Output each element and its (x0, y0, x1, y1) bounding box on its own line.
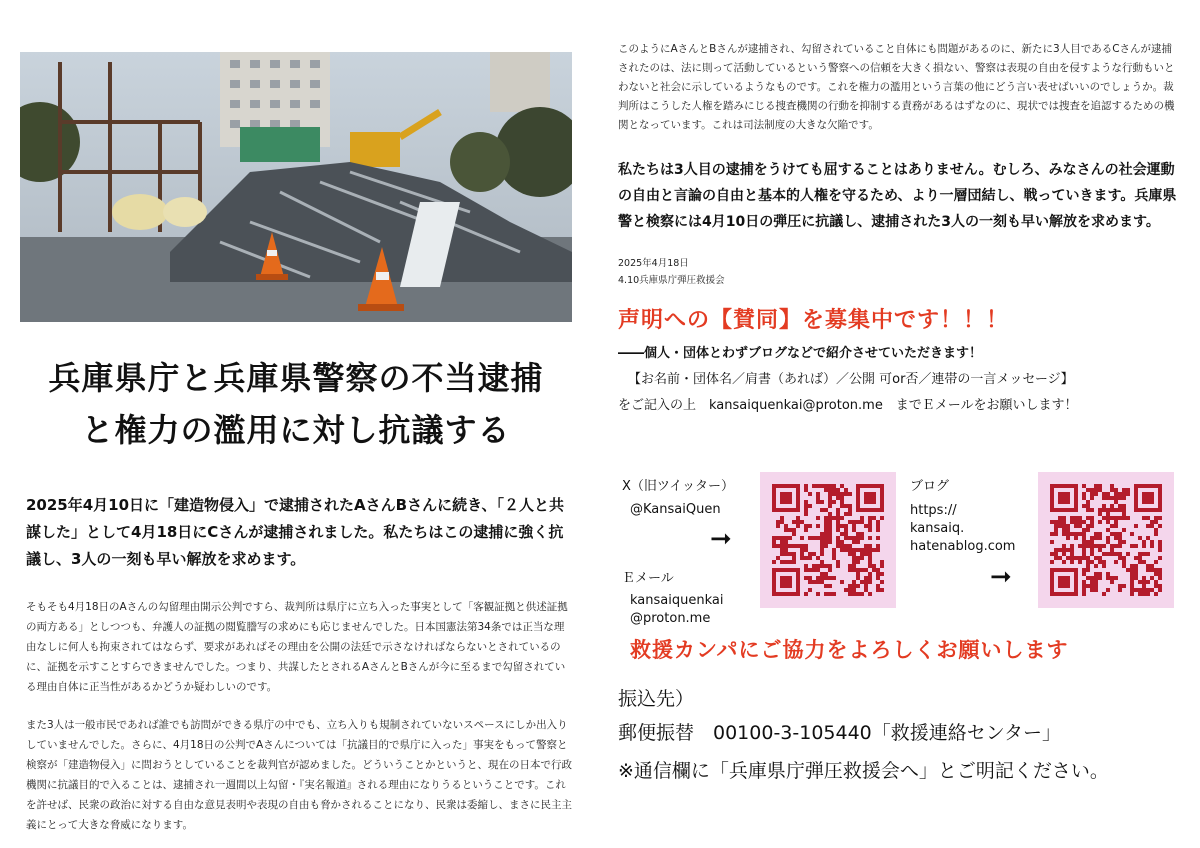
statement-meta (618, 255, 1178, 289)
right-paragraph-2: 私たちは3人目の逮捕をうけても屈することはありません。むしろ、みなさんの社会運動の自由と言論の自由と基本的人権を守るため、より一層団結し、戦っていきます。兵庫県警と検察には4月10日の弾圧に抗議し、逮捕された3人の一刻も早い解放を求めます。 (618, 162, 1177, 230)
blog-line1[interactable]: https:// (910, 503, 957, 518)
transfer-account: 郵便振替 00100-3-105440「救援連絡センター」 (618, 722, 1062, 744)
demolition-illustration (20, 52, 572, 322)
email-label: Ｅメール (622, 571, 674, 586)
qr-code-icon (1050, 484, 1162, 596)
appeal-items: 【お名前・団体名／肩書（あれば）／公開 可or否／連帯の一言メッセージ】 (628, 372, 1074, 387)
blog-line2[interactable]: kansaiq. (910, 521, 965, 536)
blog-label: ブログ (910, 479, 950, 494)
main-title (20, 352, 572, 456)
arrow-right-icon: ➞ (710, 524, 732, 554)
x-label: X（旧ツイッター） (622, 479, 734, 494)
blog-qr-code[interactable] (1038, 472, 1174, 608)
body-paragraph-1: そもそも4月18日のAさんの勾留理由開示公判ですら、裁判所は県庁に立ち入った事実として「客観証拠と供述証拠の両方ある」としつつも、弁護人の証拠の閲覧謄写の求めにも応じませんでした。日本国憲法第34条では正当な理由なしに何人も拘束されてはならず、要求があればその理由を公開の法廷で示さなければならないとされているのに、証拠を示すことすらできませんでした。つまり、共謀したとされるAさんとBさんが今に至るまで勾留されている理由自体に正当性があるかどうか疑わしいのです。 (26, 601, 568, 693)
donation-heading: 救援カンパにご協力をよろしくお願いします (630, 638, 1069, 662)
email-line1[interactable]: kansaiquenkai (630, 593, 724, 608)
demolition-photo (20, 52, 572, 322)
statement-org: 4.10兵庫県庁弾圧救援会 (618, 275, 725, 286)
main-title-line1: 兵庫県庁と兵庫県警察の不当逮捕 (48, 359, 544, 397)
transfer-note: ※通信欄に「兵庫県庁弾圧救援会へ」とご明記ください。 (618, 760, 1109, 782)
contacts-section (618, 472, 1178, 632)
email-line2[interactable]: @proton.me (630, 611, 711, 626)
transfer-heading: 振込先） (618, 688, 695, 710)
appeal-mail: をご記入の上 kansaiquenkai@proton.me までＥメールをお願いします！ (618, 398, 1078, 413)
right-paragraph-1: このようにAさんとBさんが逮捕され、勾留されていること自体にも問題があるのに、新たに3人目であるCさんが逮捕されたのは、法に則って活動しているという警察への信頼を大きく損ない、警察は表現の自由を侵すような行動もいとわないと社会に示しているようなものです。これを権力の濫用という言葉の他にどう言い表せばいいのでしょうか。裁判所はこうした人権を踏みにじる捜査機関の行動を抑制する責務があるはずなのに、現状では捜査を追認するための機関となっています。これは司法制度の大きな欠陥です。 (618, 43, 1175, 131)
left-column (20, 52, 572, 835)
blog-line3[interactable]: hatenablog.com (910, 539, 1016, 554)
right-column (618, 40, 1178, 416)
body-paragraph-2: また3人は一般市民であれば誰でも訪問ができる県庁の中でも、立ち入りも規制されていないスペースにしか出入りしていませんでした。さらに、4月18日の公判でAさんについては「抗議目的で県庁に入った」事実をもって警察と検察が「建造物侵入」に問おうとしていることを裁判官が認めました。どういうことかというと、現在の日本で行政機関に抗議目的で入ることは、逮捕され一週間以上勾留・『実名報道』される理由になりうるということです。これを許せば、民衆の政治に対する自由な意見表明や表現の自由も脅かされることになり、民衆は委縮し、まさに民主主義にとって大きな脅威になります。 (26, 719, 572, 831)
qr-code-icon (772, 484, 884, 596)
statement-date: 2025年4月18日 (618, 258, 689, 269)
appeal-heading: 声明への【賛同】を募集中です！！！ (618, 308, 1010, 333)
x-qr-code[interactable] (760, 472, 896, 608)
appeal-subheading: ――個人・団体とわずブログなどで紹介させていただきます！ (618, 346, 983, 361)
main-title-line2: と権力の濫用に対し抗議する (81, 411, 511, 449)
arrow-right-icon: ➞ (990, 562, 1012, 592)
lead-paragraph: 2025年4月10日に「建造物侵入」で逮捕されたAさんBさんに続き、「２人と共謀した」として4月18日にCさんが逮捕されました。私たちはこの逮捕に強く抗議し、3人の一刻も早い解放を求めます。 (26, 496, 565, 568)
x-handle[interactable]: @KansaiQuen (630, 502, 721, 517)
